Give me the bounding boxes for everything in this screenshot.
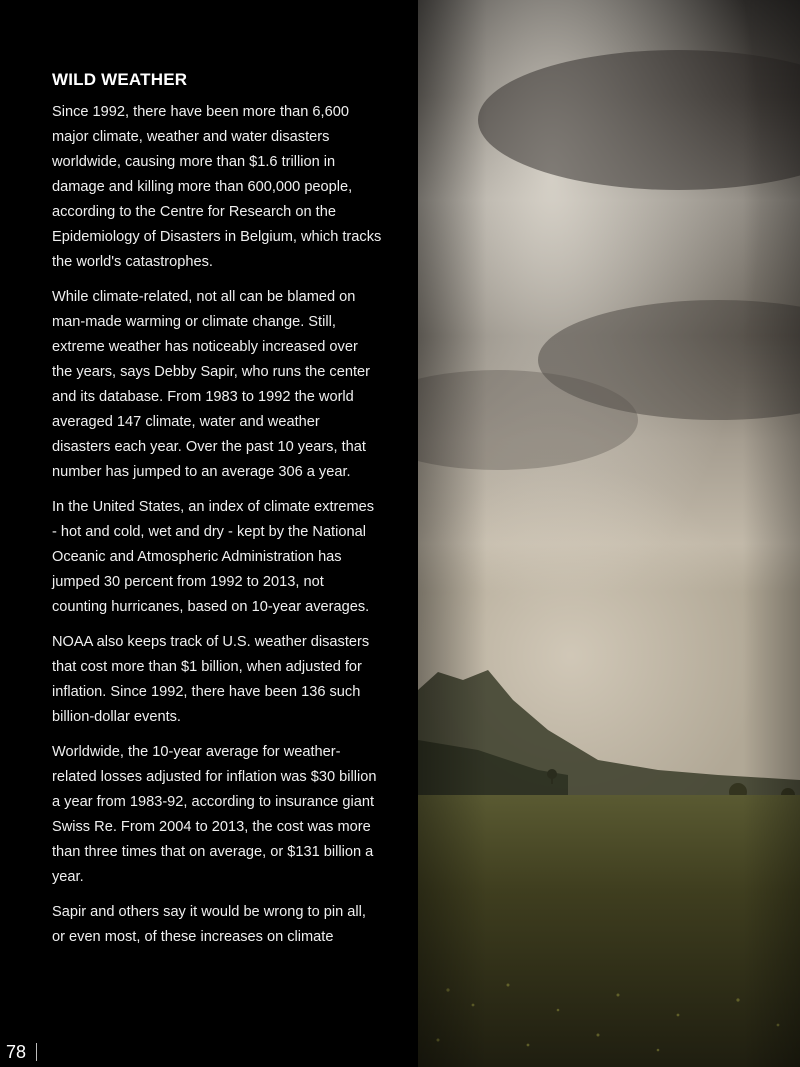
article-paragraph-3: In the United States, an index of climate extremes - hot and cold, wet and dry - kept by the National Oceanic and Atmospheric Administration has jumped 30 percent from 1992 to 2013, not counting hurricanes, based on 10-year averages. (52, 499, 375, 615)
page-folio (6, 1040, 37, 1064)
folio-divider (36, 1043, 37, 1061)
article-paragraph-5: Worldwide, the 10-year average for weather-related losses adjusted for inflation was $30 billion a year from 1983-92, according to insurance giant Swiss Re. From 2004 to 2013, the cost was more than three times that on average, or $131 billion a year. (52, 744, 377, 885)
storm-landscape-illustration (418, 0, 800, 1067)
storm-landscape-photo (418, 0, 800, 1067)
article-paragraph-4: NOAA also keeps track of U.S. weather disasters that cost more than $1 billion, when adjusted for inflation. Since 1992, there have been 136 such billion-dollar events. (52, 634, 370, 725)
article (52, 70, 382, 960)
article-paragraph-1: Since 1992, there have been more than 6,600 major climate, weather and water disasters worldwide, causing more than $1.6 trillion in damage and killing more than 600,000 people, according to the Centre for Research on the Epidemiology of Disasters in Belgium, which tracks the world's catastrophes. (52, 104, 382, 270)
article-paragraph-6: Sapir and others say it would be wrong to pin all, or even most, of these increases on climate (52, 904, 366, 945)
article-paragraph-2: While climate-related, not all can be blamed on man-made warming or climate change. Still, extreme weather has noticeably increased over the years, says Debby Sapir, who runs the center and its database. From 1983 to 1992 the world averaged 147 climate, water and weather disasters each year. Over the past 10 years, that number has jumped to an average 306 a year. (52, 289, 370, 480)
article-headline: WILD WEATHER (52, 70, 188, 89)
page-number: 78 (6, 1041, 27, 1062)
